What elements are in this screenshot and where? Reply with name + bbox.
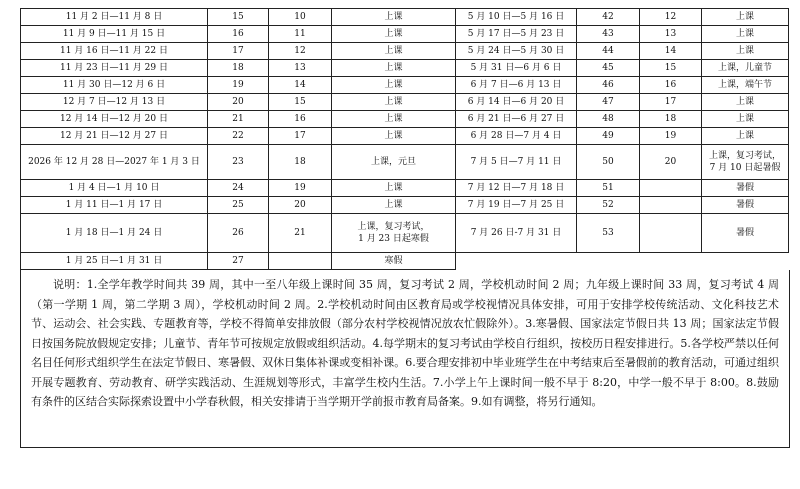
arrangement: 上课 [702, 26, 789, 43]
week-number: 46 [577, 77, 640, 94]
table-row [21, 94, 789, 111]
arrangement: 上课 [702, 128, 789, 145]
teaching-week: 14 [640, 43, 702, 60]
arrangement: 上课 [702, 111, 789, 128]
week-number: 48 [577, 111, 640, 128]
table-row [21, 111, 789, 128]
arrangement: 暑假 [702, 197, 789, 214]
arrangement-line: 上课，复习考试， [708, 151, 781, 161]
arrangement [332, 214, 456, 253]
table-row [21, 26, 789, 43]
teaching-week: 16 [269, 111, 332, 128]
week-date-range: 1 月 11 日—1 月 17 日 [21, 197, 208, 214]
teaching-week: 18 [640, 111, 702, 128]
week-number: 50 [577, 145, 640, 180]
arrangement: 上课 [702, 43, 789, 60]
week-number: 53 [577, 214, 640, 253]
week-number: 26 [208, 214, 269, 253]
week-date-range: 1 月 18 日—1 月 24 日 [21, 214, 208, 253]
week-date-range: 5 月 31 日—6 月 6 日 [456, 60, 577, 77]
week-number: 52 [577, 197, 640, 214]
calendar-table [20, 8, 789, 270]
arrangement: 上课 [702, 94, 789, 111]
week-number: 47 [577, 94, 640, 111]
notes-paragraph: 说明：1.全学年教学时间共 39 周，其中一至八年级上课时间 35 周，复习考试 2 周，学校机动时间 2 周；九年级上课时间 33 周，复习考试 4 周（第一学期 1 周，第二学期 3 周），学校机动时间 2 周。2.学校机动时间由区教育局或学校视情况具体安排，可用于安排学校传统活动、文化科技艺术节、运动会、社会实践、专题教育等，学校不得简单安排放假（部分农村学校视情况放农忙假除外）。3.寒暑假、国家法定节假日共 13 周；国家法定节假日按国务院放假规定安排；儿童节、青年节可按规定放假或组织活动。4.每学期末的复习考试由学校自行组织，按校历日程安排进行。5.各学校严禁以任何名目任何形式组织学生在法定节假日、寒暑假、双休日集体补课或变相补课。6.要合理安排初中毕业班学生在中考结束后至暑假前的教育活动，可通过组织开展专题教育、劳动教育、研学实践活动、生涯规划等形式，丰富学生校内生活。7.小学上午上课时间一般不早于 8:20，中学一般不早于 8:00。8.鼓励有条件的区结合实际探索设置中小学春秋假，相关安排请于当学期开学前报市教育局备案。9.如有调整，将另行通知。 [20, 270, 790, 448]
arrangement-line: 7 月 10 日起暑假 [709, 163, 781, 173]
week-date-range: 1 月 25 日—1 月 31 日 [21, 253, 208, 270]
week-number: 16 [208, 26, 269, 43]
teaching-week [640, 197, 702, 214]
table-row [21, 197, 789, 214]
week-number: 49 [577, 128, 640, 145]
table-row [21, 253, 789, 270]
arrangement: 上课 [332, 128, 456, 145]
arrangement: 上课 [332, 197, 456, 214]
teaching-week [269, 253, 332, 270]
teaching-week: 20 [269, 197, 332, 214]
week-date-range: 6 月 28 日—7 月 4 日 [456, 128, 577, 145]
week-date-range: 12 月 21 日—12 月 27 日 [21, 128, 208, 145]
table-row [21, 214, 789, 253]
arrangement: 上课 [332, 77, 456, 94]
teaching-week: 13 [269, 60, 332, 77]
arrangement: 上课 [332, 60, 456, 77]
week-number: 25 [208, 197, 269, 214]
teaching-week: 18 [269, 145, 332, 180]
week-number: 18 [208, 60, 269, 77]
week-date-range: 5 月 10 日—5 月 16 日 [456, 9, 577, 26]
week-number: 42 [577, 9, 640, 26]
teaching-week: 19 [269, 180, 332, 197]
teaching-week: 11 [269, 26, 332, 43]
week-number: 45 [577, 60, 640, 77]
school-calendar [20, 8, 788, 448]
arrangement: 寒假 [332, 253, 456, 270]
teaching-week: 13 [640, 26, 702, 43]
week-number: 21 [208, 111, 269, 128]
week-date-range: 7 月 5 日—7 月 11 日 [456, 145, 577, 180]
empty-cell [456, 253, 789, 270]
table-row [21, 77, 789, 94]
week-number: 44 [577, 43, 640, 60]
teaching-week: 12 [269, 43, 332, 60]
teaching-week: 20 [640, 145, 702, 180]
teaching-week: 16 [640, 77, 702, 94]
teaching-week: 19 [640, 128, 702, 145]
arrangement-line: 上课，复习考试， [357, 222, 430, 232]
week-date-range: 2026 年 12 月 28 日—2027 年 1 月 3 日 [21, 145, 208, 180]
teaching-week: 12 [640, 9, 702, 26]
week-date-range: 7 月 19 日—7 月 25 日 [456, 197, 577, 214]
teaching-week: 14 [269, 77, 332, 94]
week-number: 23 [208, 145, 269, 180]
table-row [21, 180, 789, 197]
teaching-week [640, 180, 702, 197]
week-number: 24 [208, 180, 269, 197]
week-number: 19 [208, 77, 269, 94]
arrangement: 上课，儿童节 [702, 60, 789, 77]
week-number: 15 [208, 9, 269, 26]
teaching-week: 21 [269, 214, 332, 253]
arrangement: 上课，端午节 [702, 77, 789, 94]
week-number: 51 [577, 180, 640, 197]
week-number: 20 [208, 94, 269, 111]
week-date-range: 1 月 4 日—1 月 10 日 [21, 180, 208, 197]
week-number: 43 [577, 26, 640, 43]
arrangement: 上课 [332, 43, 456, 60]
week-date-range: 11 月 30 日—12 月 6 日 [21, 77, 208, 94]
table-row [21, 9, 789, 26]
table-row [21, 145, 789, 180]
arrangement: 暑假 [702, 180, 789, 197]
arrangement: 上课 [332, 9, 456, 26]
teaching-week [640, 214, 702, 253]
arrangement: 上课 [702, 9, 789, 26]
week-date-range: 6 月 7 日—6 月 13 日 [456, 77, 577, 94]
table-row [21, 60, 789, 77]
table-row [21, 128, 789, 145]
teaching-week: 10 [269, 9, 332, 26]
week-number: 27 [208, 253, 269, 270]
week-date-range: 12 月 14 日—12 月 20 日 [21, 111, 208, 128]
week-date-range: 7 月 12 日—7 月 18 日 [456, 180, 577, 197]
arrangement: 暑假 [702, 214, 789, 253]
teaching-week: 15 [269, 94, 332, 111]
arrangement: 上课 [332, 94, 456, 111]
table-row [21, 43, 789, 60]
week-date-range: 11 月 2 日—11 月 8 日 [21, 9, 208, 26]
week-date-range: 5 月 24 日—5 月 30 日 [456, 43, 577, 60]
week-date-range: 6 月 14 日—6 月 20 日 [456, 94, 577, 111]
arrangement [702, 145, 789, 180]
week-date-range: 5 月 17 日—5 月 23 日 [456, 26, 577, 43]
week-date-range: 11 月 23 日—11 月 29 日 [21, 60, 208, 77]
teaching-week: 17 [269, 128, 332, 145]
week-date-range: 11 月 9 日—11 月 15 日 [21, 26, 208, 43]
teaching-week: 15 [640, 60, 702, 77]
teaching-week: 17 [640, 94, 702, 111]
arrangement: 上课 [332, 111, 456, 128]
week-number: 22 [208, 128, 269, 145]
arrangement: 上课 [332, 26, 456, 43]
arrangement-line: 1 月 23 日起寒假 [358, 234, 429, 244]
week-date-range: 12 月 7 日—12 月 13 日 [21, 94, 208, 111]
week-date-range: 11 月 16 日—11 月 22 日 [21, 43, 208, 60]
arrangement: 上课 [332, 180, 456, 197]
week-date-range: 7 月 26 日-7 月 31 日 [456, 214, 577, 253]
week-date-range: 6 月 21 日—6 月 27 日 [456, 111, 577, 128]
arrangement: 上课，元旦 [332, 145, 456, 180]
week-number: 17 [208, 43, 269, 60]
